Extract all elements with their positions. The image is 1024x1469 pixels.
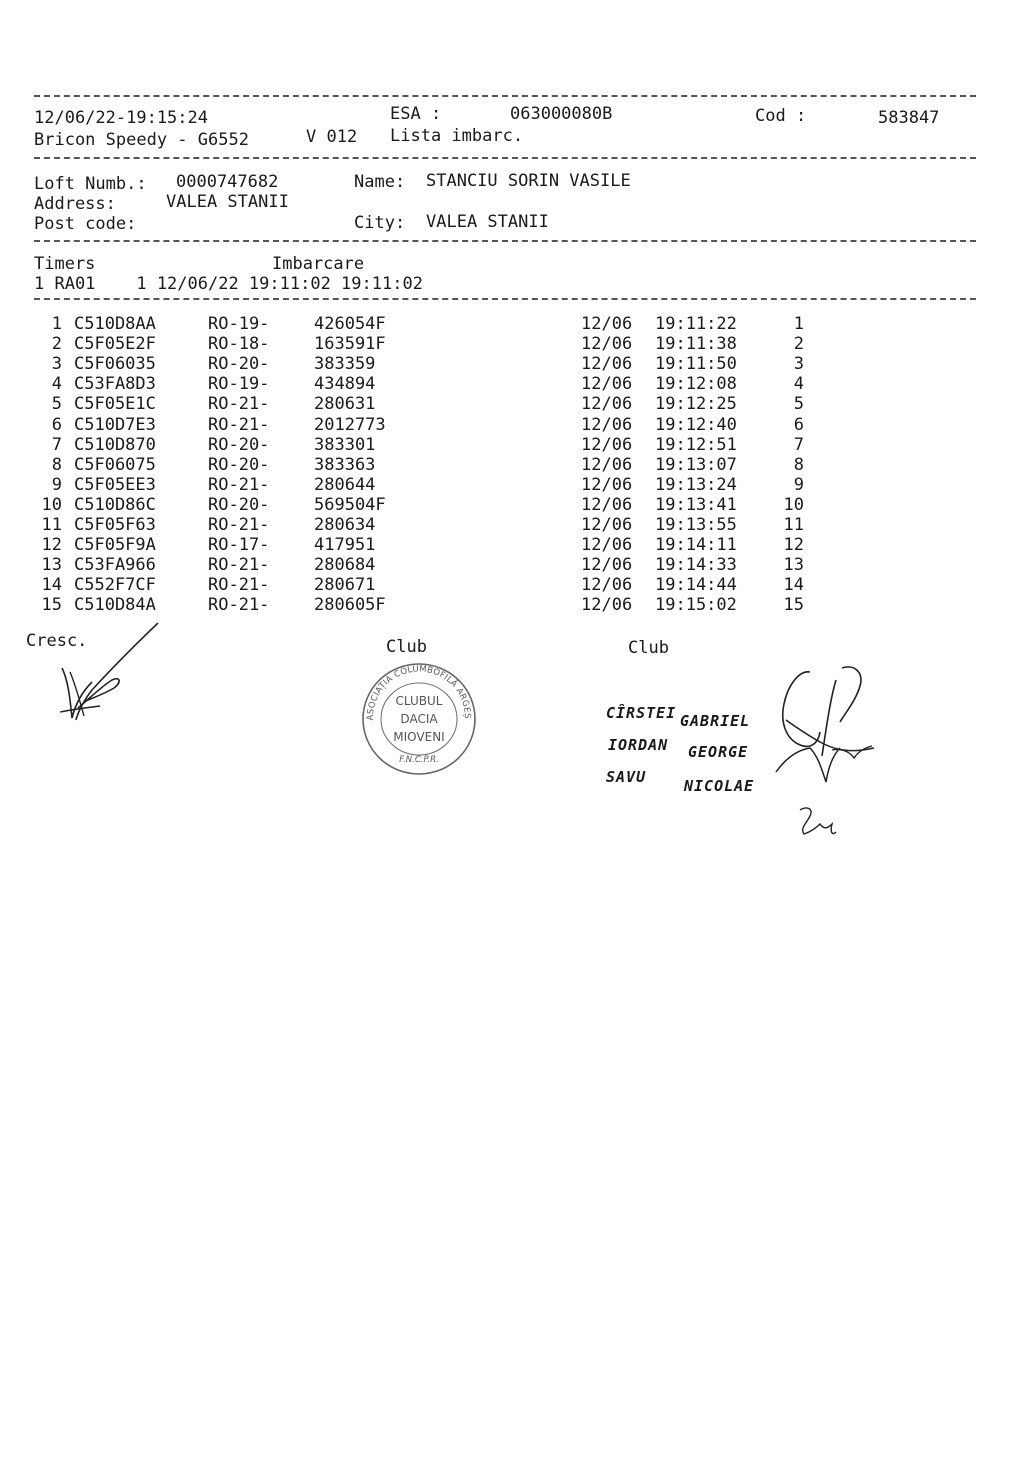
bird-row: [34, 334, 834, 354]
bird-position: 12: [783, 535, 804, 556]
stamp-line-1: CLUBUL: [395, 694, 443, 708]
bird-row: [34, 555, 834, 575]
bird-row: [34, 495, 834, 515]
top-dashed-rule: [34, 95, 976, 97]
bird-chip-id: C510D870: [74, 434, 156, 455]
bird-index: 5: [51, 394, 62, 415]
name-label: Name:: [354, 172, 406, 192]
bird-date: 12/06: [581, 454, 633, 475]
bird-time: 19:14:33: [655, 555, 737, 576]
bird-ring-prefix: RO-21-: [208, 595, 270, 616]
bird-ring-prefix: RO-19-: [208, 374, 270, 395]
bird-ring-number: 2012773: [314, 414, 386, 435]
bird-index: 11: [41, 515, 62, 535]
stamp-ring-text: ASOCIAȚIA COLUMBOFILĂ ARGEȘ: [365, 664, 473, 721]
bird-time: 19:12:40: [655, 414, 737, 435]
bird-index: 7: [51, 434, 62, 455]
bird-chip-id: C5F05F9A: [74, 535, 156, 556]
bird-ring-prefix: RO-21-: [208, 394, 270, 415]
device-version: V 012: [306, 127, 358, 147]
bird-row: [34, 415, 834, 435]
bird-ring-number: 383359: [314, 354, 376, 375]
bird-chip-id: C5F05F63: [74, 515, 156, 535]
committee-2-first: IORDAN: [608, 736, 669, 754]
address-label: Address:: [34, 194, 116, 214]
bird-ring-number: 280684: [314, 555, 376, 576]
bird-position: 8: [793, 454, 804, 475]
bird-index: 15: [41, 595, 62, 616]
bird-index: 9: [51, 474, 62, 495]
bird-position: 2: [793, 334, 804, 355]
bird-time: 19:13:07: [655, 454, 737, 475]
bird-index: 12: [41, 535, 62, 556]
committee-1-first: CÎRSTEI: [606, 704, 677, 722]
bird-row: [34, 374, 834, 394]
bird-row: [34, 314, 834, 334]
bird-date: 12/06: [581, 575, 633, 596]
bird-ring-prefix: RO-20-: [208, 434, 270, 455]
bird-chip-id: C5F06035: [74, 354, 156, 375]
bird-chip-id: C510D8AA: [74, 314, 156, 334]
breeder-signature: [40, 620, 170, 725]
bird-ring-number: 417951: [314, 535, 376, 556]
bird-ring-prefix: RO-19-: [208, 314, 270, 334]
bird-chip-id: C5F05E2F: [74, 334, 156, 355]
cod-label: Cod :: [755, 106, 807, 126]
bird-time: 19:15:02: [655, 595, 737, 616]
bird-ring-number: 280644: [314, 474, 376, 495]
bird-position: 11: [783, 515, 804, 535]
bird-position: 4: [793, 374, 804, 395]
timer-line: 1 RA01 1 12/06/22 19:11:02 19:11:02: [34, 274, 423, 294]
club-label-right: Club: [628, 638, 669, 658]
bird-ring-prefix: RO-21-: [208, 515, 270, 535]
postcode-label: Post code:: [34, 214, 137, 234]
stamp-line-2: DACIA: [400, 712, 438, 726]
bird-ring-prefix: RO-20-: [208, 454, 270, 475]
bird-chip-id: C510D7E3: [74, 414, 156, 435]
bird-ring-prefix: RO-21-: [208, 555, 270, 576]
bird-position: 13: [783, 555, 804, 576]
club-stamp: [360, 661, 478, 777]
committee-3-second: NICOLAE: [684, 777, 755, 795]
bird-ring-prefix: RO-18-: [208, 334, 270, 355]
bird-chip-id: C552F7CF: [74, 575, 156, 596]
bird-row: [34, 575, 834, 595]
bird-date: 12/06: [581, 595, 633, 616]
bird-ring-number: 569504F: [314, 494, 386, 515]
bird-chip-id: C53FA8D3: [74, 374, 156, 395]
bird-chip-id: C510D84A: [74, 595, 156, 616]
bird-index: 2: [51, 334, 62, 355]
bird-date: 12/06: [581, 374, 633, 395]
bird-row: [34, 455, 834, 475]
bird-ring-prefix: RO-21-: [208, 414, 270, 435]
bird-index: 8: [51, 454, 62, 475]
bird-date: 12/06: [581, 334, 633, 355]
bird-ring-number: 434894: [314, 374, 376, 395]
bird-time: 19:11:22: [655, 314, 737, 334]
loft-label: Loft Numb.:: [34, 174, 147, 194]
bird-ring-number: 426054F: [314, 314, 386, 334]
bird-chip-id: C53FA966: [74, 555, 156, 576]
bird-ring-prefix: RO-21-: [208, 474, 270, 495]
bird-date: 12/06: [581, 314, 633, 334]
bird-position: 14: [783, 575, 804, 596]
bird-index: 1: [51, 314, 62, 334]
bird-row: [34, 435, 834, 455]
timers-label: Timers: [34, 254, 96, 274]
bird-time: 19:14:11: [655, 535, 737, 556]
committee-signature: [770, 660, 910, 850]
bird-position: 9: [793, 474, 804, 495]
bird-date: 12/06: [581, 515, 633, 535]
bird-row: [34, 394, 834, 414]
stamp-bottom: F.N.C.P.R.: [399, 755, 439, 765]
stamp-line-3: MIOVENI: [393, 730, 445, 744]
bird-index: 3: [51, 354, 62, 375]
committee-1-second: GABRIEL: [680, 712, 751, 730]
bird-time: 19:13:55: [655, 515, 737, 535]
bird-date: 12/06: [581, 434, 633, 455]
esa-value: 063000080B: [510, 104, 613, 124]
bird-date: 12/06: [581, 394, 633, 415]
bird-date: 12/06: [581, 474, 633, 495]
bird-date: 12/06: [581, 535, 633, 556]
city-label: City:: [354, 213, 406, 233]
loft-value: 0000747682: [176, 172, 279, 192]
bird-chip-id: C5F06075: [74, 454, 156, 475]
bird-index: 6: [51, 414, 62, 435]
bird-position: 7: [793, 434, 804, 455]
bird-time: 19:12:08: [655, 374, 737, 395]
device-name: Bricon Speedy - G6552: [34, 130, 249, 150]
committee-2-second: GEORGE: [688, 743, 749, 761]
bird-chip-id: C5F05EE3: [74, 474, 156, 495]
bird-position: 10: [783, 494, 804, 515]
club-label-left: Club: [386, 637, 427, 657]
esa-label: ESA :: [390, 104, 442, 124]
bird-date: 12/06: [581, 354, 633, 375]
bird-date: 12/06: [581, 494, 633, 515]
bird-row: [34, 475, 834, 495]
bird-ring-prefix: RO-17-: [208, 535, 270, 556]
bird-index: 14: [41, 575, 62, 596]
bird-ring-number: 280634: [314, 515, 376, 535]
bird-position: 5: [793, 394, 804, 415]
bird-time: 19:12:25: [655, 394, 737, 415]
bird-row: [34, 535, 834, 555]
bird-time: 19:13:24: [655, 474, 737, 495]
cod-value: 583847: [878, 108, 940, 128]
bird-ring-prefix: RO-21-: [208, 575, 270, 596]
committee-3-first: SAVU: [606, 768, 647, 786]
bird-date: 12/06: [581, 414, 633, 435]
header-dashed-rule: [34, 157, 976, 159]
print-datetime: 12/06/22-19:15:24: [34, 108, 208, 128]
cresc-label: Cresc.: [26, 631, 88, 651]
list-title: Lista imbarc.: [390, 126, 524, 146]
bird-ring-prefix: RO-20-: [208, 354, 270, 375]
bird-time: 19:12:51: [655, 434, 737, 455]
bird-row: [34, 354, 834, 374]
bird-ring-number: 280671: [314, 575, 376, 596]
timers-dashed-rule: [34, 298, 976, 300]
bird-time: 19:13:41: [655, 494, 737, 515]
bird-ring-number: 280605F: [314, 595, 386, 616]
bird-position: 15: [783, 595, 804, 616]
bird-position: 1: [793, 314, 804, 334]
bird-date: 12/06: [581, 555, 633, 576]
address-value: VALEA STANII: [166, 192, 289, 212]
bird-row: [34, 595, 834, 615]
bird-index: 13: [41, 555, 62, 576]
bird-chip-id: C510D86C: [74, 494, 156, 515]
bird-position: 6: [793, 414, 804, 435]
imbarcare-label: Imbarcare: [272, 254, 365, 274]
bird-time: 19:11:38: [655, 334, 737, 355]
bird-time: 19:11:50: [655, 354, 737, 375]
name-value: STANCIU SORIN VASILE: [426, 171, 631, 191]
bird-index: 10: [41, 494, 62, 515]
bird-ring-number: 163591F: [314, 334, 386, 355]
bird-row: [34, 515, 834, 535]
bird-ring-number: 383363: [314, 454, 376, 475]
bird-ring-number: 383301: [314, 434, 376, 455]
owner-dashed-rule: [34, 240, 976, 242]
bird-ring-number: 280631: [314, 394, 376, 415]
bird-chip-id: C5F05E1C: [74, 394, 156, 415]
bird-index: 4: [51, 374, 62, 395]
bird-ring-prefix: RO-20-: [208, 494, 270, 515]
bird-position: 3: [793, 354, 804, 375]
bird-time: 19:14:44: [655, 575, 737, 596]
city-value: VALEA STANII: [426, 212, 549, 232]
